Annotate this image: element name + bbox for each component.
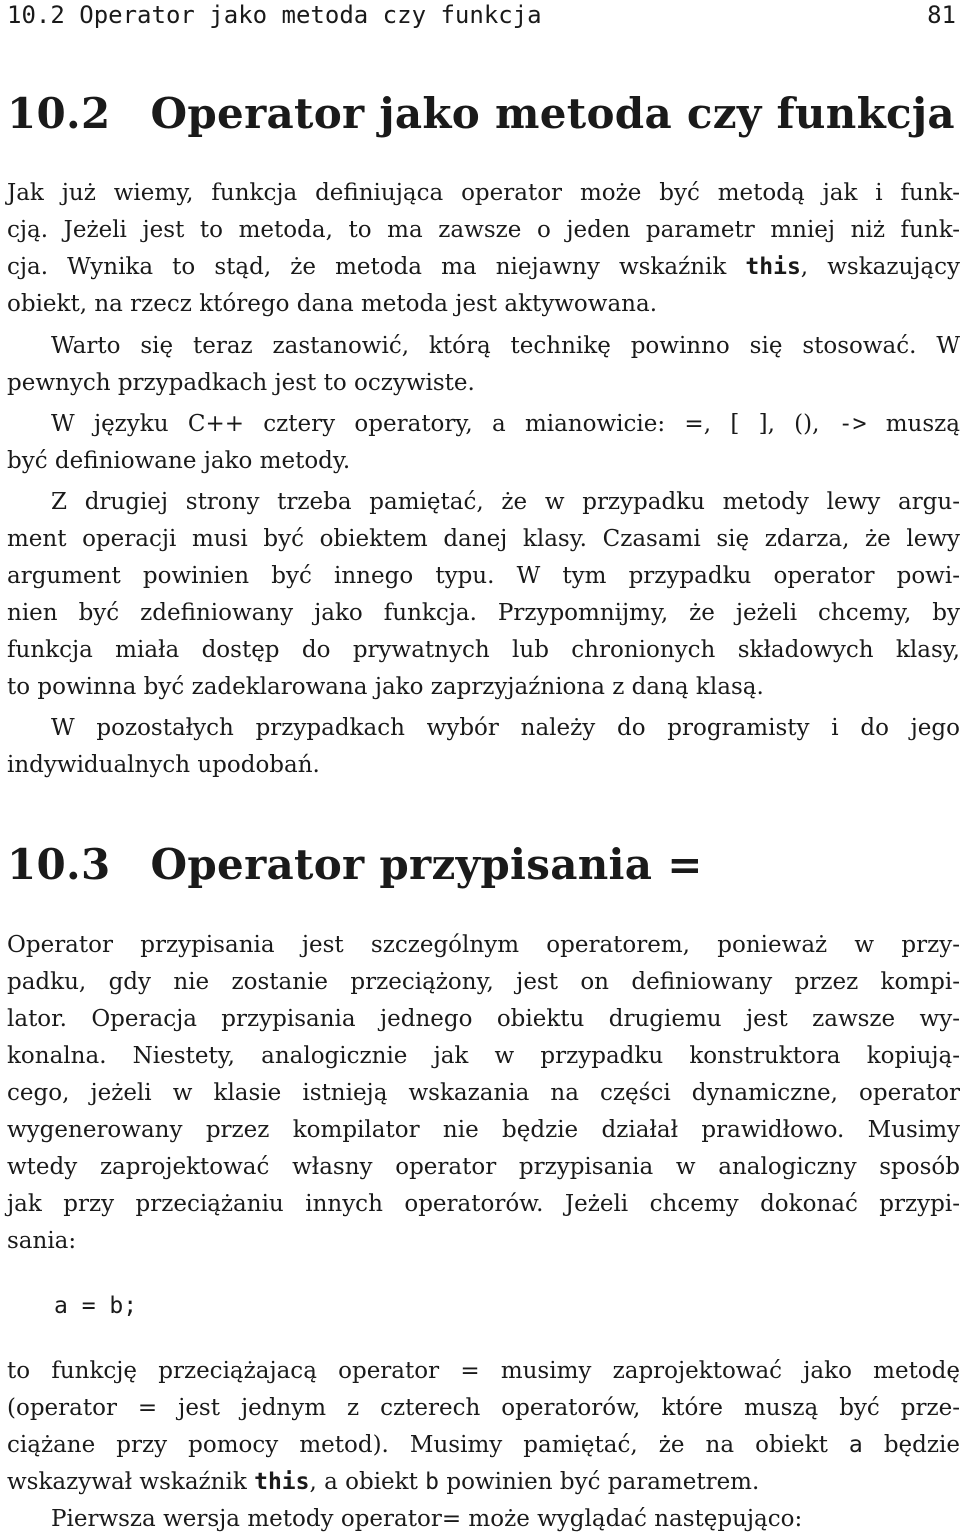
paragraph-line: padku, gdy nie zostanie przeciążony, jest on definiowany przez kompi- — [7, 969, 960, 995]
section-number: 10.3 — [7, 840, 111, 889]
paragraph-line: argument powinien być innego typu. W tym przypadku operator powi- — [7, 563, 960, 589]
inline-code: this — [745, 254, 801, 280]
paragraph-line: sania: — [7, 1228, 77, 1254]
paragraph-line: to powinna być zadeklarowana jako zaprzyjaźniona z daną klasą. — [7, 674, 764, 700]
inline-code: this — [254, 1469, 310, 1495]
running-header-title: 10.2 Operator jako metoda czy funkcja — [7, 1, 542, 29]
section-heading-10-2 — [7, 89, 955, 138]
paragraph-line — [7, 1430, 960, 1460]
document-page — [7, 0, 960, 1537]
section-title: Operator jako metoda czy funkcja — [150, 89, 955, 138]
paragraph-line: cego, jeżeli w klasie istnieją wskazania na części dynamiczne, operator — [7, 1080, 960, 1106]
paragraph-line: wtedy zaprojektować własny operator przypisania w analogiczny sposób — [7, 1154, 960, 1180]
paragraph-line: jak przy przeciążaniu innych operatorów. Jeżeli chcemy dokonać przypi- — [7, 1191, 960, 1217]
section-number: 10.2 — [7, 89, 111, 138]
paragraph-line: konalna. Niestety, analogicznie jak w przypadku konstruktora kopiują- — [7, 1043, 960, 1069]
text-run: muszą — [866, 411, 960, 437]
paragraph-line: ment operacji musi być obiektem danej klasy. Czasami się zdarza, że lewy — [7, 526, 960, 552]
paragraph-line: pewnych przypadkach jest to oczywiste. — [7, 370, 475, 396]
paragraph-line: lator. Operacja przypisania jednego obiektu drugiemu jest zawsze wy- — [7, 1006, 960, 1032]
paragraph-line: Warto się teraz zastanowić, którą technikę powinno się stosować. W — [51, 333, 960, 359]
paragraph-line: W pozostałych przypadkach wybór należy do programisty i do jego — [51, 715, 960, 741]
text-run: powinien być parametrem. — [439, 1469, 760, 1495]
paragraph-line: Pierwsza wersja metody operator= może wyglądać następująco: — [51, 1506, 803, 1532]
text-run: cja. Wynika to stąd, że metoda ma niejawny wskaźnik — [7, 254, 746, 280]
paragraph-line: funkcja miała dostęp do prywatnych lub chronionych składowych klasy, — [7, 637, 960, 663]
paragraph-line — [7, 409, 960, 439]
text-run: , wskazujący — [800, 254, 960, 280]
paragraph-line: nien być zdefiniowany jako funkcja. Przypomnijmy, że jeżeli chcemy, by — [7, 600, 960, 626]
paragraph-line: indywidualnych upodobań. — [7, 752, 320, 778]
paragraph-line: wygenerowany przez kompilator nie będzie działał prawidłowo. Musimy — [7, 1117, 960, 1143]
paragraph-line: Operator przypisania jest szczególnym operatorem, ponieważ w przy- — [7, 932, 960, 958]
section-heading-10-3 — [7, 840, 703, 889]
section-title: Operator przypisania = — [150, 840, 703, 889]
text-run: ciążane przy pomocy metod). Musimy pamiętać, że na obiekt — [7, 1432, 849, 1458]
text-run: będzie — [862, 1432, 960, 1458]
inline-code: a — [848, 1432, 863, 1458]
page-number: 81 — [927, 1, 956, 29]
paragraph-line: cją. Jeżeli jest to metoda, to ma zawsze o jeden parametr mniej niż funk- — [7, 217, 960, 243]
paragraph-line: to funkcję przeciążajacą operator = musimy zaprojektować jako metodę — [7, 1358, 960, 1384]
paragraph-line — [7, 252, 960, 282]
inline-code: -> — [838, 411, 867, 437]
code-block: a = b; — [54, 1293, 138, 1319]
inline-code: b — [425, 1469, 440, 1495]
paragraph-line — [7, 1467, 960, 1497]
text-run: wskazywał wskaźnik — [7, 1469, 255, 1495]
text-run: W języku C++ cztery operatory, a mianowicie: =, [ ], (), — [51, 411, 839, 437]
paragraph-line: być definiowane jako metody. — [7, 448, 351, 474]
paragraph-line: obiekt, na rzecz którego dana metoda jest aktywowana. — [7, 291, 658, 317]
text-run: , a obiekt — [309, 1469, 426, 1495]
paragraph-line: Z drugiej strony trzeba pamiętać, że w przypadku metody lewy argu- — [51, 489, 960, 515]
running-header — [7, 0, 960, 30]
paragraph-line: (operator = jest jednym z czterech operatorów, które muszą być prze- — [7, 1395, 960, 1421]
paragraph-line: Jak już wiemy, funkcja definiująca operator może być metodą jak i funk- — [7, 180, 960, 206]
